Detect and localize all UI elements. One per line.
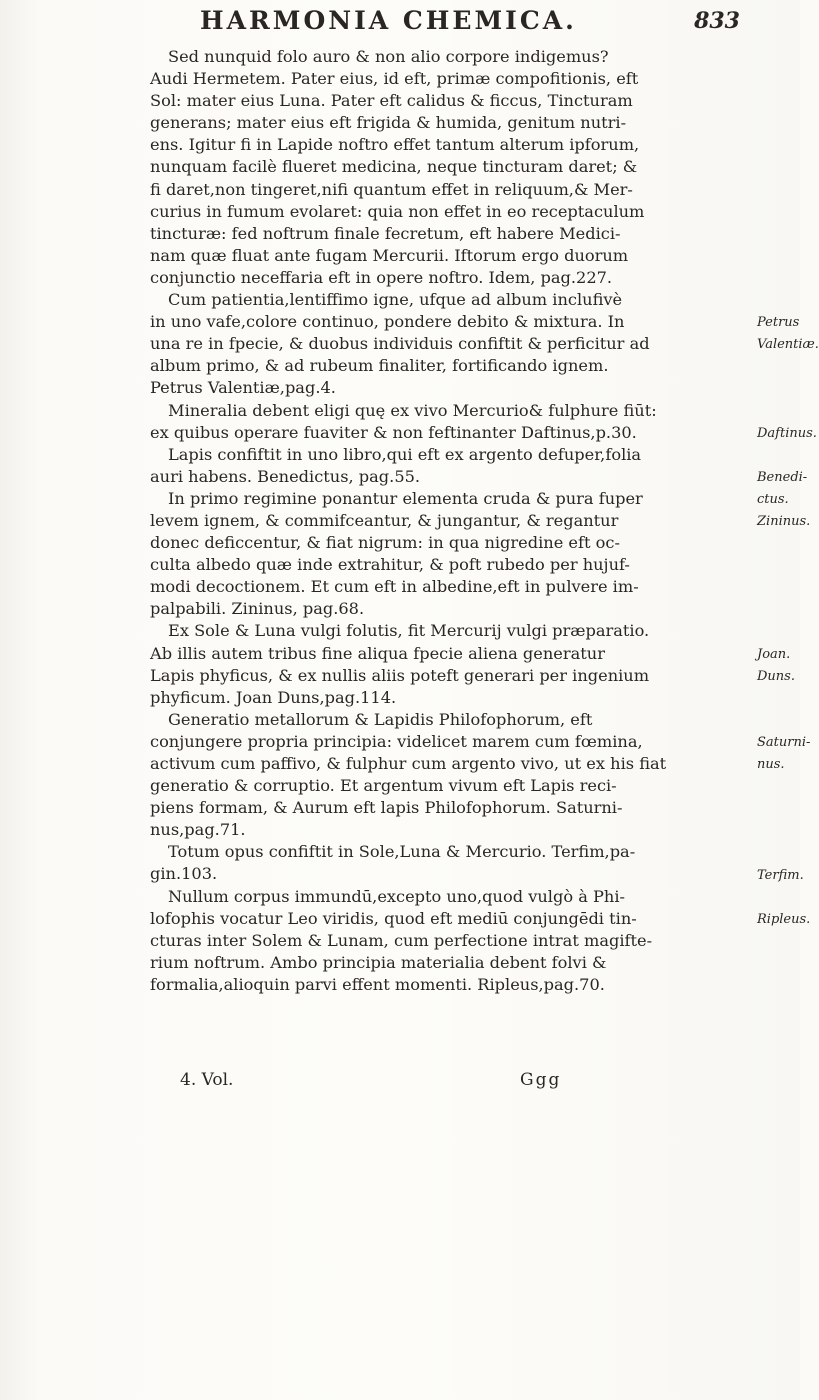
text-line: piens formam, & Aurum eft lapis Philofophorum. Saturni- xyxy=(150,798,623,818)
text-line: gin.103. xyxy=(150,864,218,884)
text-line: nam quæ fluat ante fugam Mercurii. Iftorum ergo duorum xyxy=(150,245,629,265)
margin-note: Benedi- xyxy=(757,469,808,485)
text-line: Mineralia debent eligi quę ex vivo Mercurio& fulphure fiūt: xyxy=(168,400,657,420)
text-line: in uno vafe,colore continuo, pondere debito & mixtura. In xyxy=(150,312,625,332)
text-line: generans; mater eius eft frigida & humida, genitum nutri- xyxy=(150,113,627,133)
text-line: Generatio metallorum & Lapidis Philofophorum, eft xyxy=(168,709,593,729)
main-text xyxy=(150,46,750,996)
text-line: ex quibus operare fuaviter & non feftinanter Daftinus,p.30. xyxy=(150,422,637,442)
text-line: Lapis phyficus, & ex nullis aliis poteft generari per ingenium xyxy=(150,665,650,685)
margin-note: Joan. xyxy=(757,646,791,662)
margin-note: Valentiæ. xyxy=(757,337,819,353)
text-line: album primo, & ad rubeum finaliter, fortificando ignem. xyxy=(150,356,609,376)
text-line: palpabili. Zininus, pag.68. xyxy=(150,599,365,619)
margin-note: Saturni- xyxy=(757,735,811,751)
text-line: tincturæ: fed noftrum finale fecretum, eft habere Medici- xyxy=(150,223,621,243)
margin-note: Daftinus. xyxy=(757,425,817,441)
text-line: nus,pag.71. xyxy=(150,820,246,840)
text-line: conjungere propria principia: videlicet marem cum fœmina, xyxy=(150,731,643,751)
text-line: nunquam facilè flueret medicina, neque tincturam daret; & xyxy=(150,157,638,177)
text-line: phyficum. Joan Duns,pag.114. xyxy=(150,687,397,707)
text-line: Sol: mater eius Luna. Pater eft calidus & ficcus, Tincturam xyxy=(150,91,633,111)
margin-note: Duns. xyxy=(757,668,795,684)
running-header xyxy=(200,6,740,44)
text-line: In primo regimine ponantur elementa cruda & pura fuper xyxy=(168,488,643,508)
margin-note: Petrus xyxy=(757,315,800,331)
text-line: Ex Sole & Luna vulgi folutis, fit Mercurij vulgi præparatio. xyxy=(168,621,650,641)
volume-mark: 4. Vol. xyxy=(180,1070,234,1090)
margin-note: nus. xyxy=(757,757,785,773)
text-line: formalia,alioquin parvi effent momenti. Ripleus,pag.70. xyxy=(150,974,605,994)
text-line: Nullum corpus immundū,excepto uno,quod vulgò à Phi- xyxy=(168,886,625,906)
text-line: activum cum paffivo, & fulphur cum argento vivo, ut ex his fiat xyxy=(150,754,667,773)
page-footer xyxy=(160,1070,680,1100)
margin-note: ctus. xyxy=(757,492,789,507)
running-title: HARMONIA CHEMICA. xyxy=(200,6,577,35)
margin-note: Terfim. xyxy=(757,867,804,883)
text-line: lofophis vocatur Leo viridis, quod eft mediū conjungēdi tin- xyxy=(150,908,637,928)
text-line: donec deficcentur, & fiat nigrum: in qua nigredine eft oc- xyxy=(150,533,620,553)
page-number: 833 xyxy=(694,8,740,34)
text-line: Sed nunquid folo auro & non alio corpore indigemus? xyxy=(168,47,609,66)
margin-note: Zininus. xyxy=(757,514,811,530)
text-line: curius in fumum evolaret: quia non effet in eo receptaculum xyxy=(150,201,645,221)
signature-mark: Ggg xyxy=(520,1070,562,1090)
text-line: Cum patientia,lentiffimo igne, ufque ad album inclufivè xyxy=(168,290,623,310)
text-line: Audi Hermetem. Pater eius, id eft, primæ compofitionis, eft xyxy=(150,69,639,89)
text-line: Ab illis autem tribus fine aliqua fpecie aliena generatur xyxy=(150,643,605,663)
margin-note: Ripleus. xyxy=(757,911,811,927)
text-line: ens. Igitur fi in Lapide noftro effet tantum alterum ipforum, xyxy=(150,135,640,155)
text-line: Totum opus confiftit in Sole,Luna & Mercurio. Terfim,pa- xyxy=(168,842,636,862)
text-line: culta albedo quæ inde extrahitur, & poft rubedo per hujuf- xyxy=(150,555,630,575)
text-line: auri habens. Benedictus, pag.55. xyxy=(150,466,421,486)
text-line: cturas inter Solem & Lunam, cum perfectione intrat magifte- xyxy=(150,930,653,950)
text-line: fi daret,non tingeret,nifi quantum effet in reliquum,& Mer- xyxy=(150,179,633,199)
text-line: Lapis confiftit in uno libro,qui eft ex argento defuper,folia xyxy=(168,444,642,464)
text-line: rium noftrum. Ambo principia materialia debent folvi & xyxy=(150,952,607,972)
text-line: Petrus Valentiæ,pag.4. xyxy=(150,378,336,398)
text-line: modi decoctionem. Et cum eft in albedine,eft in pulvere im- xyxy=(150,577,639,597)
text-line: levem ignem, & commifceantur, & jungantur, & regantur xyxy=(150,510,619,530)
text-line: conjunctio neceffaria eft in opere noftro. Idem, pag.227. xyxy=(150,267,613,287)
text-line: una re in fpecie, & duobus individuis confiftit & perficitur ad xyxy=(150,334,650,354)
text-line: generatio & corruptio. Et argentum vivum eft Lapis reci- xyxy=(150,776,617,796)
